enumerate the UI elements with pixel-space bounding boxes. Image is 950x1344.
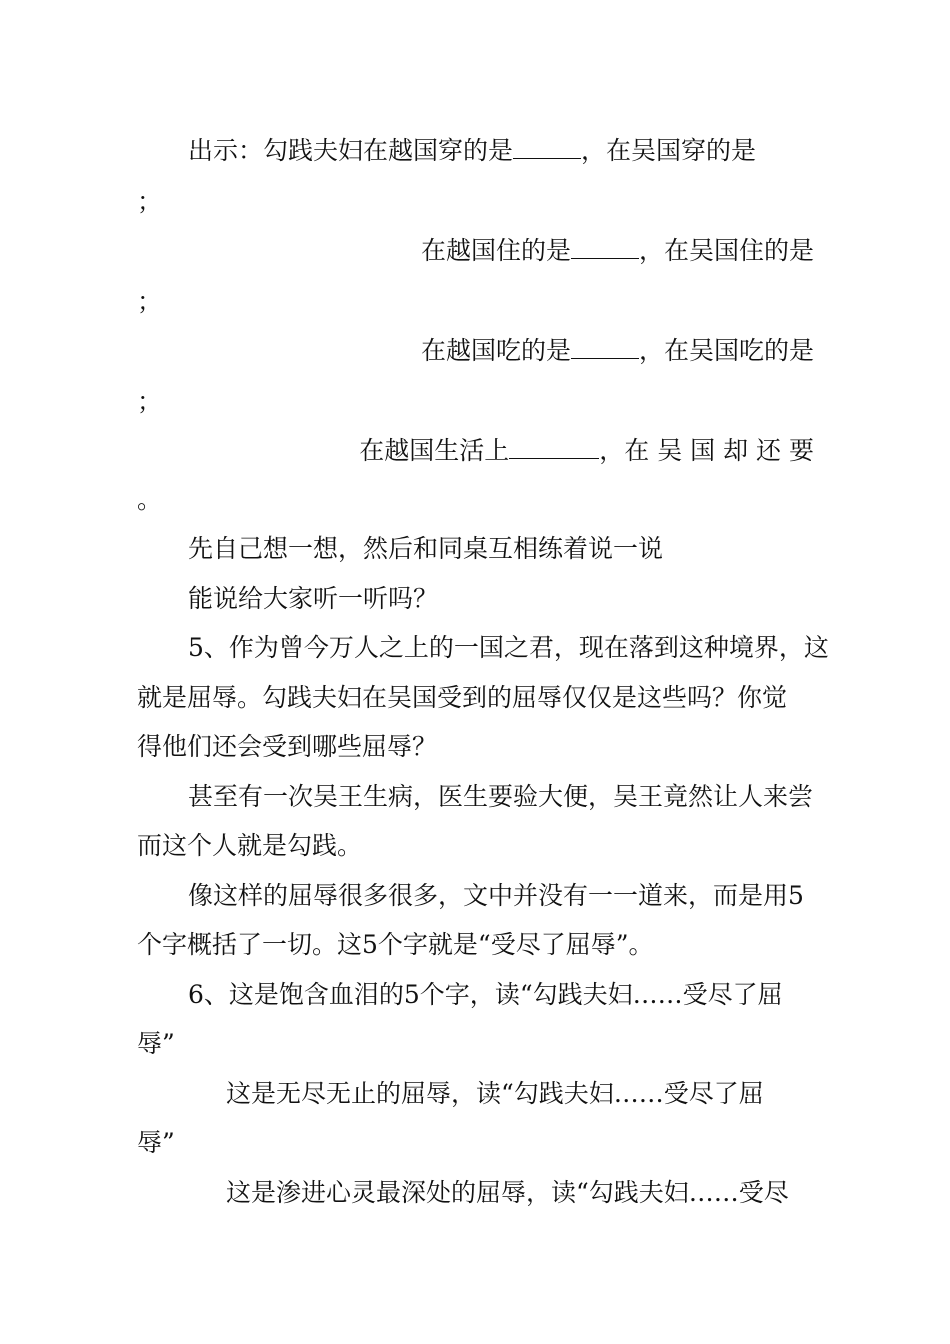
- paragraph-line: 像这样的屈辱很多很多，文中并没有一一道来，而是用5: [188, 881, 804, 910]
- paragraph-line: 辱”: [137, 1029, 175, 1058]
- paragraph-line: 先自己想一想，然后和同桌互相练着说一说: [188, 534, 664, 563]
- paragraph-line: 甚至有一次吴王生病，医生要验大便，吴王竟然让人来尝: [188, 782, 814, 811]
- text-segment: ，在吴国住的是: [638, 236, 814, 265]
- prompt-line-clothing: [188, 134, 756, 167]
- text-segment: 在越国吃的是: [420, 336, 571, 365]
- semicolon-line: ；: [137, 287, 163, 316]
- paragraph-line: 个字概括了一切。这5个字就是“受尽了屈辱”。: [137, 930, 654, 959]
- prompt-line-life: [359, 434, 814, 467]
- paragraph-line: 辱”: [137, 1128, 175, 1157]
- paragraph-line: 6、这是饱含血泪的5个字，读“勾践夫妇……受尽了屈: [188, 980, 783, 1009]
- text-segment: ，在 吴 国 却 还 要: [599, 436, 814, 465]
- paragraph-line: 而这个人就是勾践。: [137, 831, 363, 860]
- semicolon-line: ；: [137, 387, 163, 416]
- paragraph-line: 就是屈辱。勾践夫妇在吴国受到的屈辱仅仅是这些吗？你觉: [137, 683, 788, 712]
- fill-blank: [571, 234, 639, 259]
- text-segment: 在越国生活上: [359, 436, 510, 465]
- paragraph-line: 得他们还会受到哪些屈辱？: [137, 732, 438, 761]
- paragraph-line: 这是渗进心灵最深处的屈辱，读“勾践夫妇……受尽: [226, 1178, 789, 1207]
- fill-blank: [509, 434, 599, 459]
- paragraph-line: 能说给大家听一听吗？: [188, 584, 439, 613]
- period-line: 。: [137, 485, 163, 514]
- prompt-line-food: [421, 334, 814, 367]
- text-segment: ，在吴国穿的是: [581, 136, 757, 165]
- semicolon-line: ；: [137, 187, 163, 216]
- paragraph-line: 这是无尽无止的屈辱，读“勾践夫妇……受尽了屈: [226, 1079, 764, 1108]
- text-segment: 在越国住的是: [420, 236, 571, 265]
- text-segment: ，在吴国吃的是: [638, 336, 814, 365]
- paragraph-line: 5、作为曾今万人之上的一国之君，现在落到这种境界，这: [188, 633, 829, 662]
- prompt-line-housing: [421, 234, 814, 267]
- fill-blank: [571, 334, 639, 359]
- text-segment: 出示：勾践夫妇在越国穿的是: [188, 136, 514, 165]
- fill-blank: [513, 134, 581, 159]
